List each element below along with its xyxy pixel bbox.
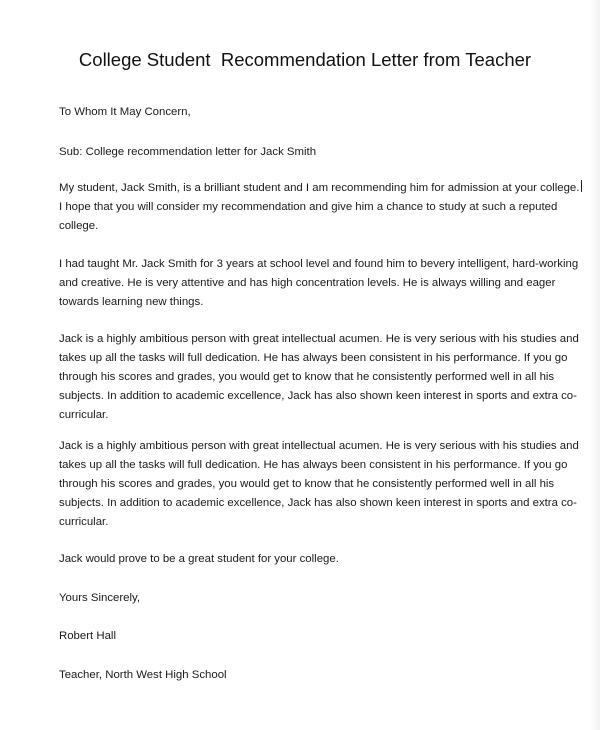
paragraph-3-line-3: through his scores and grades, you would get to know that he consistently performed well in all his (59, 371, 555, 383)
paragraph-2 (59, 255, 579, 312)
sign-off (59, 589, 559, 608)
paragraph-2-line-1: I had taught Mr. Jack Smith for 3 years at school level and found him to bevery intelligent, hard-working (59, 258, 579, 270)
closing-sentence (59, 550, 559, 569)
paragraph-3-line-1: Jack is a highly ambitious person with great intellectual acumen. He is very serious with his studies and (59, 333, 579, 345)
paragraph-1-line-1 (59, 179, 580, 198)
paragraph-1-line-3: college. (59, 220, 99, 232)
signer-name-text: Robert Hall (59, 630, 116, 642)
text-cursor (581, 180, 582, 192)
paragraph-3-line-5: curricular. (59, 409, 109, 421)
salutation-text: To Whom It May Concern, (59, 106, 191, 118)
closing-sentence-text: Jack would prove to be a great student for your college. (59, 553, 339, 565)
paragraph-4-line-1: Jack is a highly ambitious person with great intellectual acumen. He is very serious with his studies and (59, 440, 579, 452)
sign-off-text: Yours Sincerely, (59, 592, 141, 604)
salutation (59, 103, 559, 122)
paragraph-4-line-2: takes up all the tasks will full dedication. He has always been consistent in his performance. If you go (59, 459, 568, 471)
subject-line (59, 143, 559, 162)
paragraph-4 (59, 437, 579, 532)
paragraph-1 (59, 179, 580, 236)
page-edge-shadow (590, 0, 600, 730)
paragraph-1-line-2: I hope that you will consider my recommendation and give him a chance to study at such a reputed (59, 201, 558, 213)
subject-text: Sub: College recommendation letter for Jack Smith (59, 146, 317, 158)
paragraph-1-line-1-text: My student, Jack Smith, is a brilliant student and I am recommending him for admission at your college. (59, 182, 580, 194)
signer-title-text: Teacher, North West High School (59, 669, 227, 681)
paragraph-4-line-5: curricular. (59, 516, 109, 528)
paragraph-2-line-3: towards learning new things. (59, 296, 204, 308)
signer-title (59, 666, 559, 685)
paragraph-3-line-2: takes up all the tasks will full dedication. He has always been consistent in his performance. If you go (59, 352, 568, 364)
signer-name (59, 627, 559, 646)
paragraph-4-line-4: subjects. In addition to academic excellence, Jack has also shown keen interest in sports and extra co- (59, 497, 577, 509)
paragraph-3-line-4: subjects. In addition to academic excellence, Jack has also shown keen interest in sports and extra co- (59, 390, 577, 402)
paragraph-3 (59, 330, 579, 425)
paragraph-2-line-2: and creative. He is very attentive and has high concentration levels. He is always willing and eager (59, 277, 556, 289)
paragraph-4-line-3: through his scores and grades, you would get to know that he consistently performed well in all his (59, 478, 555, 490)
document-title: College Student Recommendation Letter from Teacher (78, 49, 532, 70)
